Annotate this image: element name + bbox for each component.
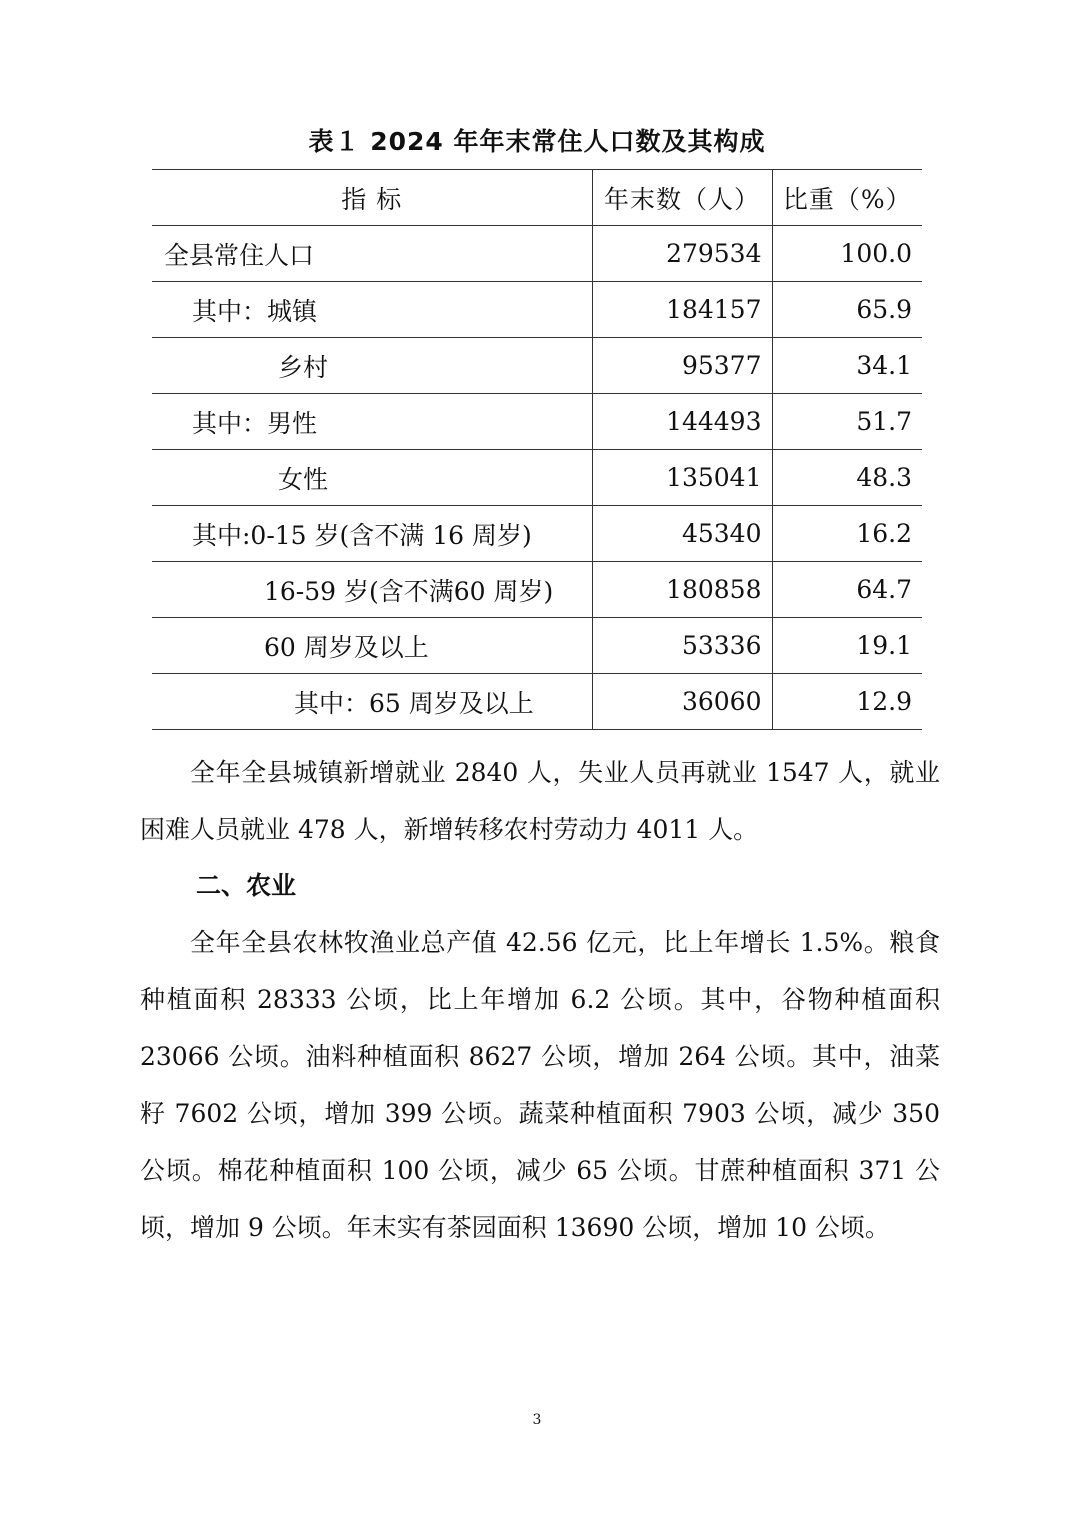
row-value: 36060 — [592, 674, 772, 730]
row-share: 12.9 — [772, 674, 922, 730]
row-value: 135041 — [592, 450, 772, 506]
employment-paragraph: 全年全县城镇新增就业 2840 人，失业人员再就业 1547 人，就业困难人员就业 478 人，新增转移农村劳动力 4011 人。 — [140, 758, 940, 844]
section-heading-agriculture: 二、农业 — [196, 871, 297, 900]
header-year-end-count: 年末数（人） — [592, 170, 772, 226]
row-value: 180858 — [592, 562, 772, 618]
row-label: 全县常住人口 — [152, 226, 592, 282]
row-share: 100.0 — [772, 226, 922, 282]
header-share: 比重（%） — [772, 170, 922, 226]
row-share: 64.7 — [772, 562, 922, 618]
header-indicator: 指 标 — [152, 170, 592, 226]
table-row — [152, 506, 922, 562]
row-label: 其中:0-15 岁(含不满 16 周岁) — [152, 506, 592, 562]
row-share: 48.3 — [772, 450, 922, 506]
row-label: 女性 — [152, 450, 592, 506]
row-value: 95377 — [592, 338, 772, 394]
table-row — [152, 450, 922, 506]
row-label: 其中：城镇 — [152, 282, 592, 338]
population-table — [152, 169, 922, 730]
table-row — [152, 282, 922, 338]
row-share: 19.1 — [772, 618, 922, 674]
agriculture-paragraph: 全年全县农林牧渔业总产值 42.56 亿元，比上年增长 1.5%。粮食种植面积 28333 公顷，比上年增加 6.2 公顷。其中，谷物种植面积 23066 公顷。油料种植面积 8627 公顷，增加 264 公顷。其中，油菜籽 7602 公顷，增加 399 公顷。蔬菜种植面积 7903 公顷，减少 350 公顷。棉花种植面积 100 公顷，减少 65 公顷。甘蔗种植面积 371 公顷，增加 9 公顷。年末实有茶园面积 13690 公顷，增加 10 公顷。 — [140, 928, 940, 1242]
row-share: 51.7 — [772, 394, 922, 450]
table-row — [152, 338, 922, 394]
row-label: 其中：男性 — [152, 394, 592, 450]
table-row — [152, 562, 922, 618]
row-value: 279534 — [592, 226, 772, 282]
table-header-row — [152, 170, 922, 226]
row-value: 144493 — [592, 394, 772, 450]
table-row — [152, 618, 922, 674]
table-row — [152, 226, 922, 282]
row-label: 乡村 — [152, 338, 592, 394]
table-row — [152, 674, 922, 730]
row-label: 16-59 岁(含不满60 周岁) — [152, 562, 592, 618]
row-share: 34.1 — [772, 338, 922, 394]
row-value: 53336 — [592, 618, 772, 674]
row-share: 16.2 — [772, 506, 922, 562]
row-value: 45340 — [592, 506, 772, 562]
row-label: 60 周岁及以上 — [152, 618, 592, 674]
row-value: 184157 — [592, 282, 772, 338]
page-number: 3 — [532, 1412, 542, 1428]
row-label: 其中：65 周岁及以上 — [152, 674, 592, 730]
row-share: 65.9 — [772, 282, 922, 338]
table-title: 表１ 2024 年年末常住人口数及其构成 — [308, 127, 766, 156]
table-row — [152, 394, 922, 450]
